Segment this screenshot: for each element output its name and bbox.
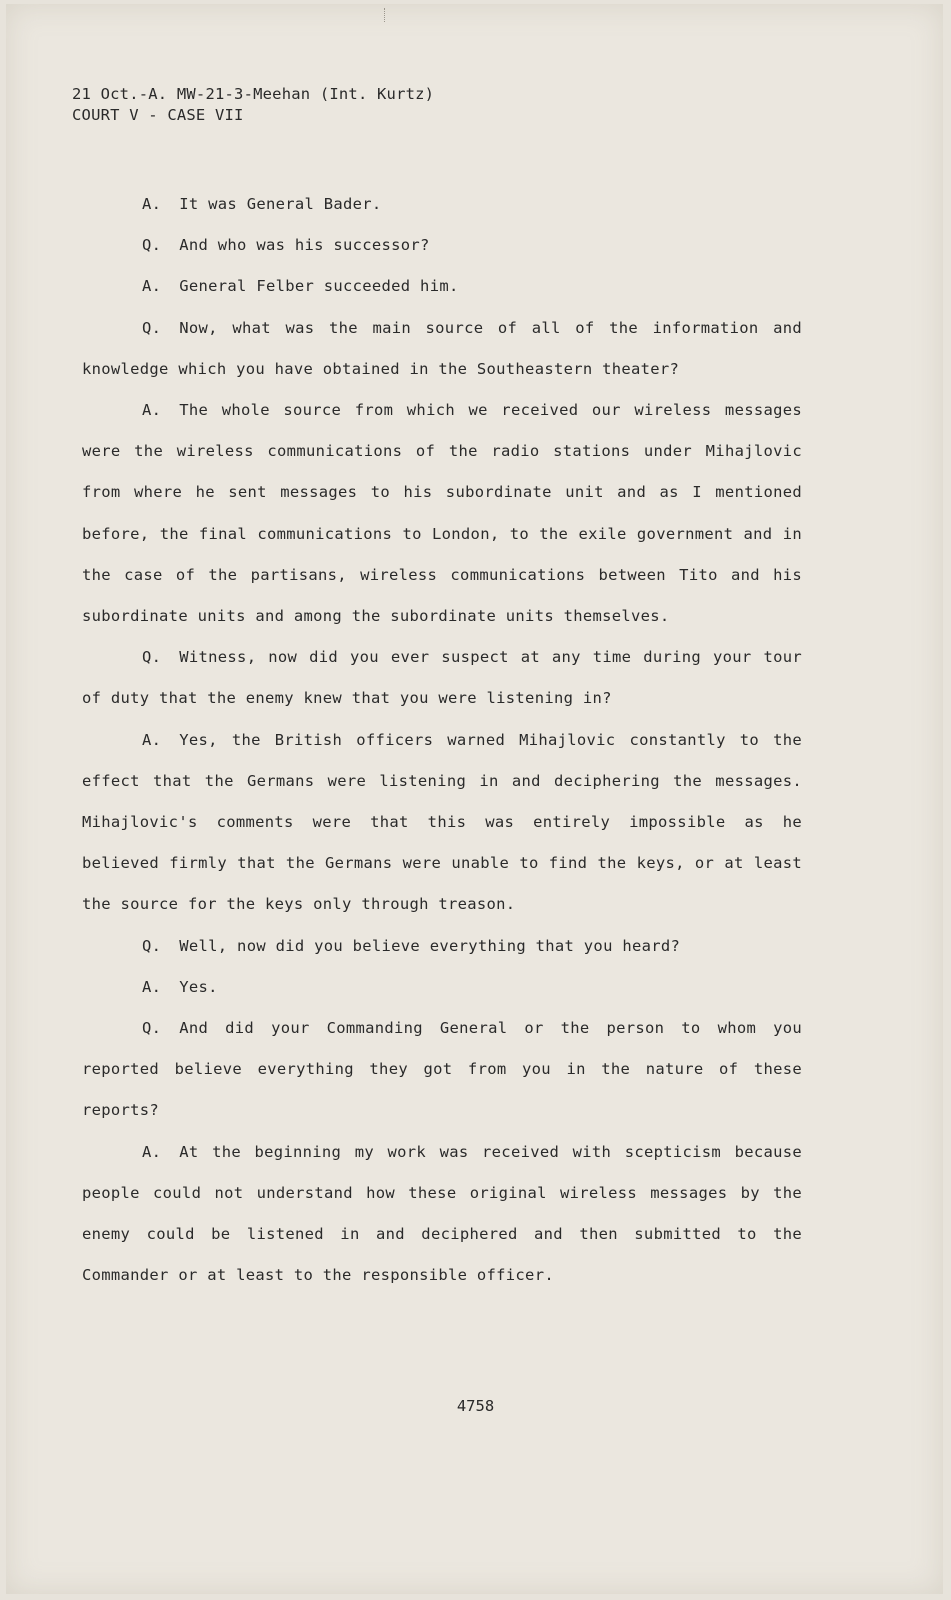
speaker-label: Q. xyxy=(142,1019,162,1038)
speaker-label: A. xyxy=(142,277,162,296)
paragraph-text: Witness, now did you ever suspect at any time during your tour of duty that the enemy knew that you were listening in? xyxy=(82,648,802,708)
transcript-paragraph xyxy=(82,720,802,926)
paragraph-text: And who was his successor? xyxy=(179,236,430,255)
paragraph-text: Yes. xyxy=(179,977,218,996)
transcript-paragraph xyxy=(82,225,802,266)
page-number: 4758 xyxy=(456,1397,495,1415)
transcript-paragraph xyxy=(82,637,802,719)
header-court-line: COURT V - CASE VII xyxy=(72,106,244,124)
transcript-paragraph xyxy=(82,926,802,967)
transcript-paragraph xyxy=(82,184,802,225)
transcript-paragraph xyxy=(82,266,802,307)
document-page xyxy=(6,4,943,1594)
transcript-paragraph xyxy=(82,1008,802,1132)
speaker-label: Q. xyxy=(142,648,162,667)
document-header xyxy=(72,84,434,126)
speaker-label: Q. xyxy=(142,318,162,337)
transcript-paragraph xyxy=(82,967,802,1008)
speaker-label: Q. xyxy=(142,236,162,255)
header-session-line: 21 Oct.-A. MW-21-3-Meehan (Int. Kurtz) xyxy=(72,85,435,103)
paragraph-text: Well, now did you believe everything that you heard? xyxy=(179,936,681,955)
transcript-paragraph xyxy=(82,308,802,390)
transcript-paragraph xyxy=(82,390,802,637)
speaker-label: A. xyxy=(142,977,162,996)
paragraph-text: Now, what was the main source of all of the information and knowledge which you have obtained in the Southeastern theater? xyxy=(82,318,802,378)
speaker-label: Q. xyxy=(142,936,162,955)
paragraph-text: At the beginning my work was received with scepticism because people could not understand how these original wireless messages by the enemy could be listened in and deciphered and then submitted to the Commander or at least to the responsible officer. xyxy=(82,1142,802,1285)
paragraph-text: Yes, the British officers warned Mihajlovic constantly to the effect that the Germans were listening in and deciphering the messages. Mihajlovic's comments were that this was entirely impossible as he believed firmly that the Germans were unable to find the keys, or at least the source for the keys only through treason. xyxy=(82,730,802,914)
paragraph-text: It was General Bader. xyxy=(179,195,382,213)
speaker-label: A. xyxy=(142,1142,162,1161)
punch-mark xyxy=(384,8,389,22)
paragraph-text: The whole source from which we received our wireless messages were the wireless communications of the radio stations under Mihajlovic from where he sent messages to his subordinate unit and as I mentioned before, the final communications to London, to the exile government and in the case of the partisans, wireless communications between Tito and his subordinate units and among the subordinate units themselves. xyxy=(82,401,802,626)
transcript-paragraph xyxy=(82,1132,802,1297)
paragraph-text: General Felber succeeded him. xyxy=(179,277,459,296)
speaker-label: A. xyxy=(142,730,162,749)
transcript-body xyxy=(82,184,802,1296)
speaker-label: A. xyxy=(142,195,162,213)
paragraph-text: And did your Commanding General or the person to whom you reported believe everything they got from you in the nature of these reports? xyxy=(82,1019,802,1120)
speaker-label: A. xyxy=(142,401,162,420)
